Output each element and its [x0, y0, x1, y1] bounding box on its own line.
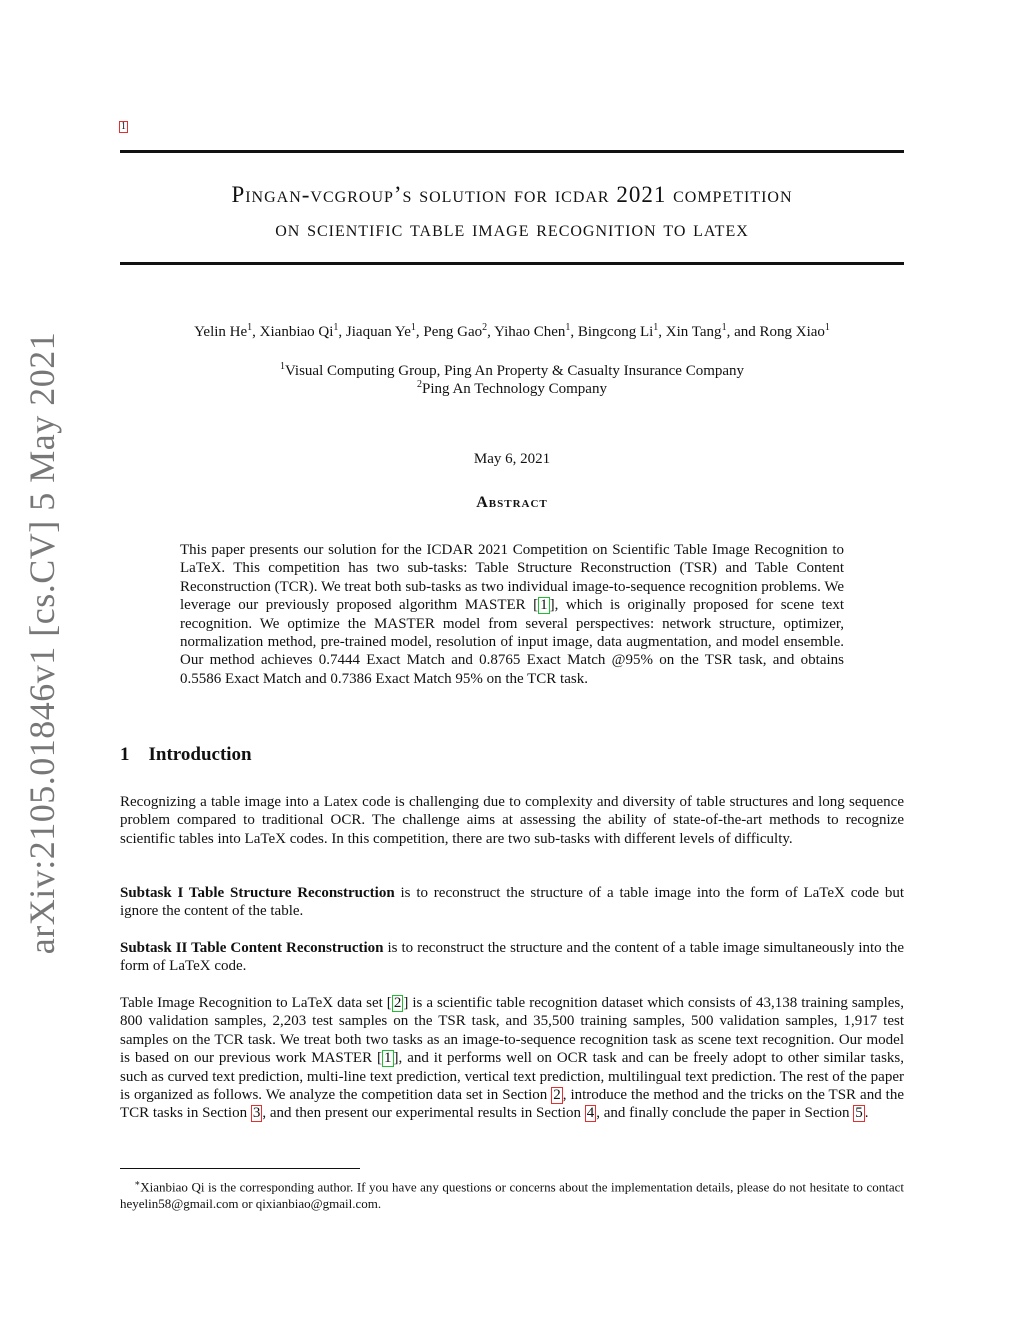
footnote: [120, 1175, 904, 1212]
affiliation-text: Ping An Technology Company: [422, 381, 607, 397]
subtask-2-label: Subtask II Table Content Reconstruction: [120, 940, 384, 956]
paper-title-line-1: Pingan-vcgroup’s solution for icdar 2021 competition: [231, 182, 793, 207]
author-affil-sup: 1: [824, 322, 830, 333]
title-rule-top: [120, 150, 904, 153]
footnote-marker: ∗: [134, 1178, 141, 1188]
citation-link[interactable]: 2: [393, 995, 402, 1011]
subtask-2-text: is to reconstruct the structure and the content of a table image simultaneously into the form of LaTeX code.: [120, 940, 904, 975]
affiliation-text: Visual Computing Group, Ping An Property & Casualty Insurance Company: [284, 363, 745, 379]
abstract-heading: Abstract: [476, 494, 548, 511]
dataset-text-f: , and finally conclude the paper in Section: [596, 1105, 854, 1122]
section-title: Introduction: [148, 744, 252, 765]
author-affil-sup: 1: [247, 322, 253, 333]
section-number: 1: [120, 744, 130, 765]
author-name: Xianbiao Qi: [259, 324, 334, 340]
intro-paragraph-dataset: [120, 994, 904, 1123]
dataset-text-d: , introduce the method and the tricks on the TSR and the TCR tasks in Section: [120, 1087, 904, 1122]
dataset-text-b: ] is a scientific table recognition dataset which consists of 43,138 training samples, 800 validation samples, 2,203 test samples on the TSR task, and 35,500 training samples, 500 validation samples, 1,917 test samples on the TCR task. We treat both two tasks as an image-to-sequence recognition task as scene text recognition. Our model is based on our previous work MASTER [: [120, 995, 904, 1067]
intro-paragraph-1: Recognizing a table image into a Latex code is challenging due to complexity and diversity of table structures and long sequence problem compared to traditional OCR. The challenge aims at assessing the ability of state-of-the-art methods to recognize scientific tables into LaTeX codes. In this competition, there are two sub-tasks with different levels of difficulty.: [120, 794, 904, 847]
arxiv-stamp: [12, 331, 72, 954]
abstract-body: [180, 541, 844, 688]
citation-link[interactable]: 1: [540, 597, 548, 614]
affiliation-sup: 2: [417, 379, 423, 390]
subtask-1-label: Subtask I Table Structure Reconstruction: [120, 885, 395, 901]
abstract-text-2: ], which is originally proposed for scene text recognition. We optimize the MASTER model from several perspectives: network structure, optimizer, normalization method, pre-trained model, resolution of input image, data augmentation, and model ensemble. Our method achieves 0.7444 Exact Match and 0.8765 Exact Match @95% on the TSR task, and obtains 0.5586 Exact Match and 0.7386 Exact Match 95% on the TCR task.: [180, 597, 845, 687]
paper-title-line-2: on scientific table image recognition to latex: [275, 216, 749, 241]
intro-paragraph-subtask-2: [120, 939, 904, 976]
subtask-1-text: is to reconstruct the structure of a table image into the form of LaTeX code but ignore the content of the table.: [120, 885, 904, 920]
author-name: Xin Tang: [665, 324, 722, 340]
arxiv-stamp-text: arXiv:2105.01846v1 [cs.CV] 5 May 2021: [22, 331, 62, 954]
abstract-text-1: This paper presents our solution for the ICDAR 2021 Competition on Scientific Table Image Recognition to LaTeX. This competition has two sub-tasks: Table Structure Reconstruction (TSR) and Table Content Reconstruction (TCR). We treat both sub-tasks as two individual image-to-sequence recognition problems. We leverage our previously proposed algorithm MASTER [: [180, 542, 844, 614]
intro-paragraph-subtask-1: [120, 884, 904, 921]
affiliation-2: [120, 375, 904, 399]
citation-link[interactable]: 1: [384, 1050, 392, 1067]
author-name: Jiaquan Ye: [345, 324, 411, 340]
section-ref-link[interactable]: 3: [252, 1105, 261, 1122]
footnote-marker-link[interactable]: [119, 121, 128, 133]
author-name: Peng Gao: [423, 324, 483, 340]
section-heading-introduction: [120, 744, 252, 766]
footnote-text: Xianbiao Qi is the corresponding author. If you have any questions or concerns about the implementation details, please do not hesitate to contact heyelin58@gmail.com or qixianbiao@gmail.com.: [120, 1179, 904, 1212]
author-name: Yelin He: [194, 324, 248, 340]
author-name: Rong Xiao: [759, 324, 825, 340]
section-ref-link[interactable]: 2: [553, 1087, 561, 1104]
author-affil-sup: 1: [333, 322, 339, 333]
affiliation-sup: 1: [279, 361, 285, 372]
author-affil-sup: 1: [565, 322, 571, 333]
section-ref-link[interactable]: 4: [586, 1105, 595, 1122]
author-affil-sup: 2: [482, 322, 488, 333]
author-name: Yihao Chen: [494, 324, 566, 340]
section-ref-link[interactable]: 5: [855, 1105, 863, 1122]
author-affil-sup: 1: [410, 322, 416, 333]
dataset-text-g: .: [864, 1105, 869, 1122]
footnote-rule: [120, 1168, 360, 1169]
title-rule-bottom: [120, 262, 904, 265]
author-list: Yelin He$^1$, Xianbiao Qi$^1$, Jiaquan Ye$^1$, Peng Gao$^2$, Yihao Chen$^1$, Bingcong Li$^1$, Xin Tang$^1$, and Rong Xiao$^1$: [194, 322, 830, 340]
author-and: and: [734, 324, 756, 340]
dataset-text-e: , and then present our experimental results in Section: [262, 1105, 585, 1122]
author-name: Bingcong Li: [577, 324, 654, 340]
dataset-text-c: ], and it performs well on OCR task and can be freely adopt to other similar tasks, such as curved text prediction, multi-line text prediction, vertical text prediction, multilingual text prediction. The rest of the paper is organized as follows. We analyze the competition data set in Section: [120, 1050, 904, 1104]
dataset-text-a: Table Image Recognition to LaTeX data set [: [120, 995, 392, 1011]
author-affil-sup: 1: [653, 322, 659, 333]
paper-date: May 6, 2021: [473, 451, 551, 467]
footnote-marker-text[interactable]: 1: [121, 121, 126, 132]
author-affil-sup: 1: [721, 322, 727, 333]
